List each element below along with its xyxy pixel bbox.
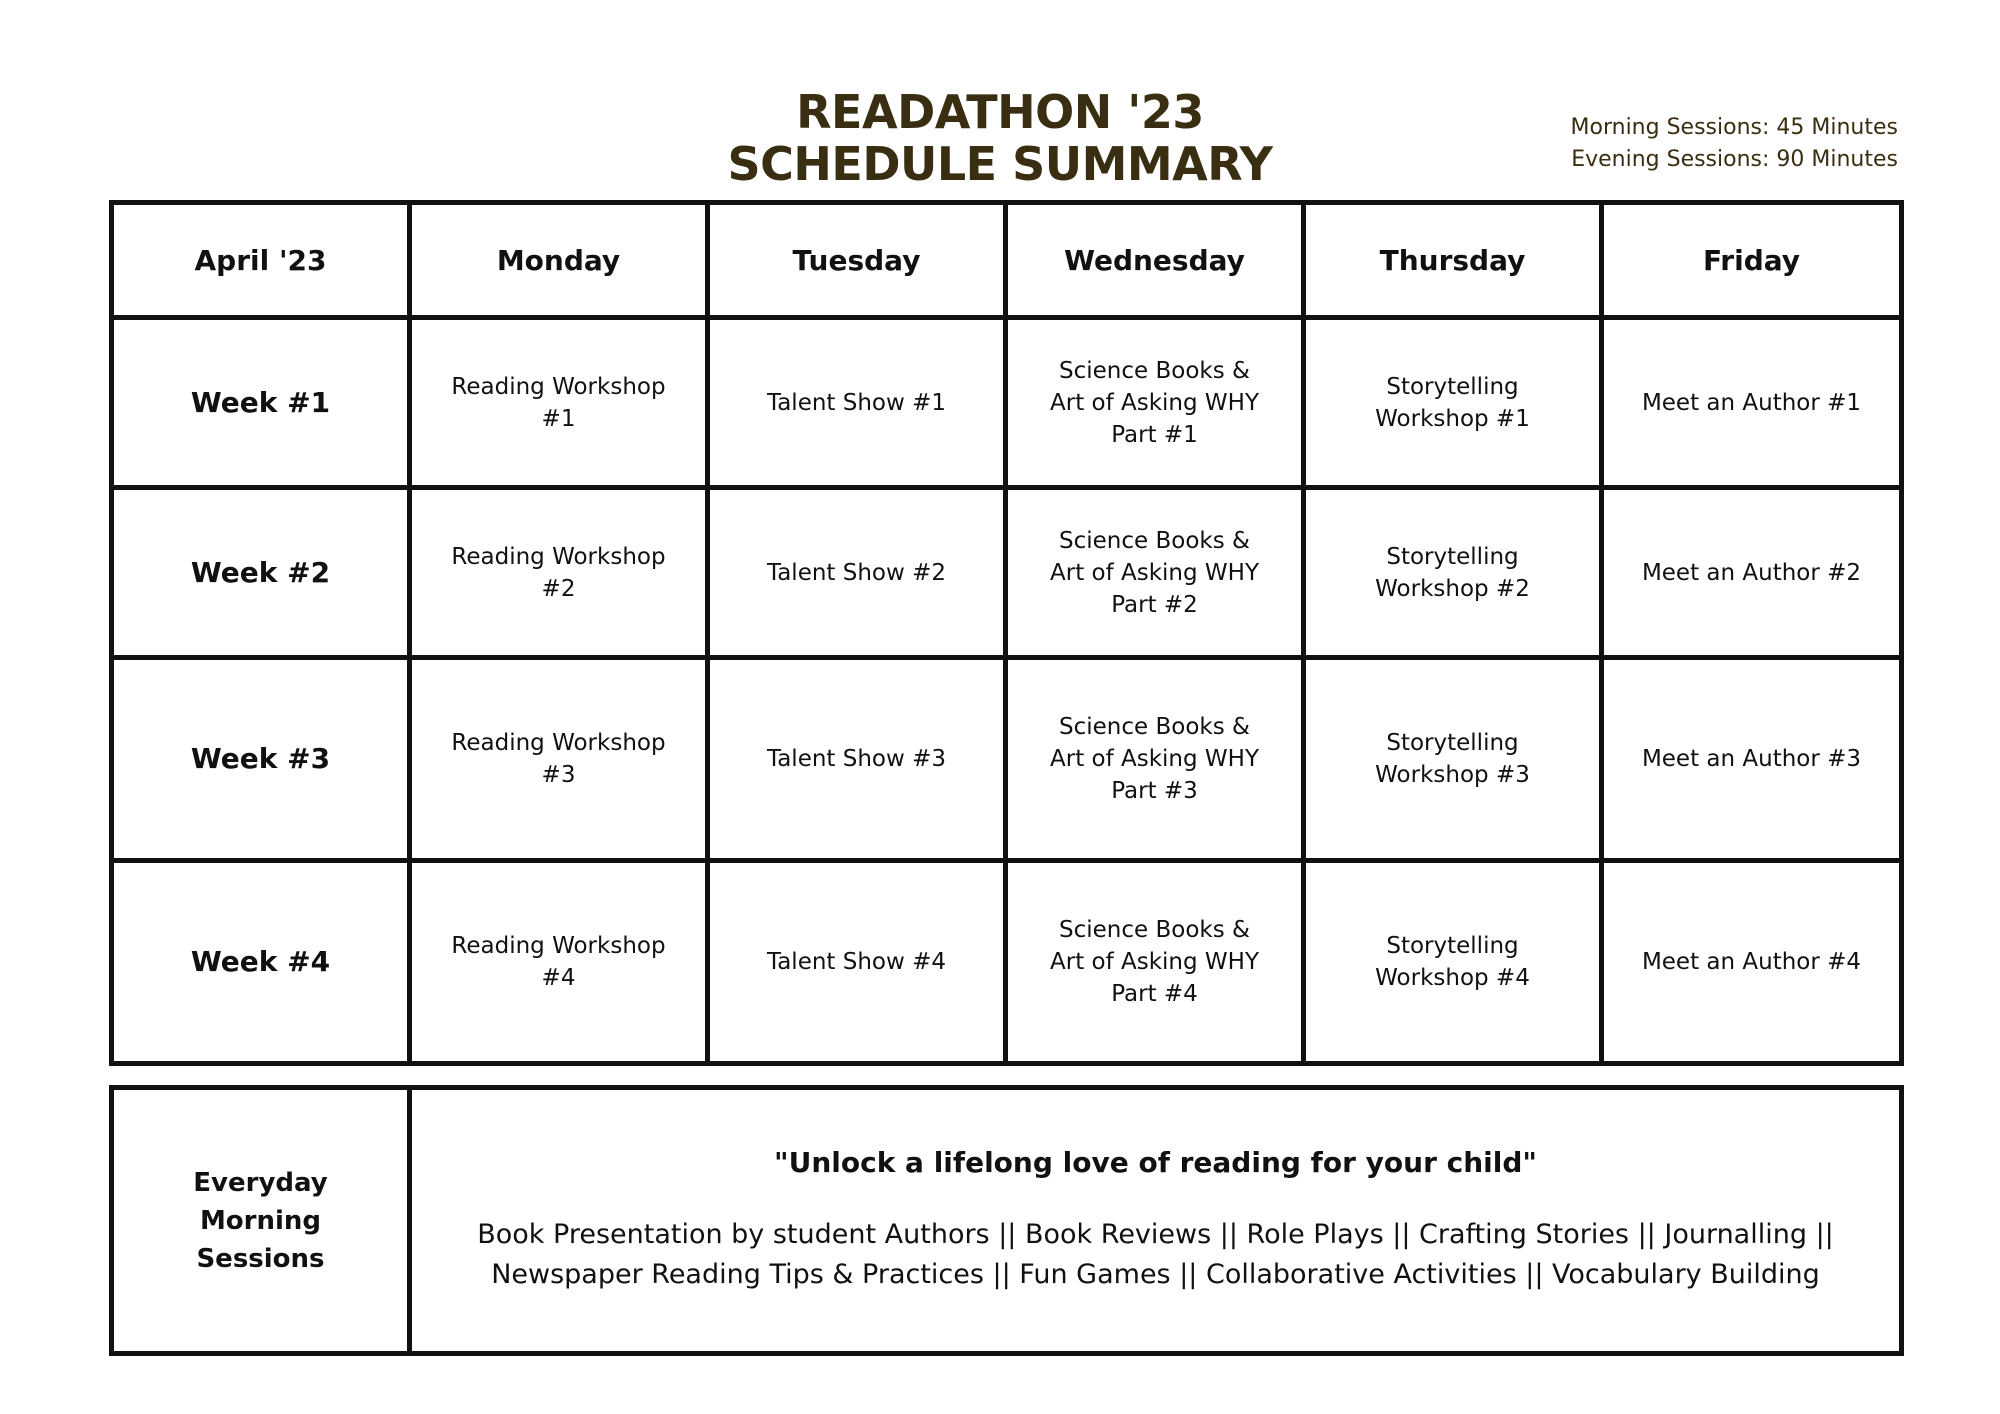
title-line-2: SCHEDULE SUMMARY xyxy=(727,137,1273,191)
session-cell: Talent Show #4 xyxy=(708,861,1006,1064)
session-cell: Meet an Author #2 xyxy=(1602,488,1902,658)
week-row xyxy=(112,318,1902,488)
session-durations xyxy=(1571,112,1898,176)
session-cell: Reading Workshop #2 xyxy=(410,488,708,658)
morning-sessions-content-cell xyxy=(410,1088,1902,1354)
session-cell: Reading Workshop #1 xyxy=(410,318,708,488)
month-header: April '23 xyxy=(112,203,410,318)
session-cell: Talent Show #1 xyxy=(708,318,1006,488)
session-cell: Meet an Author #1 xyxy=(1602,318,1902,488)
schedule-table xyxy=(109,200,1904,1066)
morning-sessions-row xyxy=(112,1088,1902,1354)
day-header-wednesday: Wednesday xyxy=(1006,203,1304,318)
activities-line-1: Book Presentation by student Authors || Book Reviews || Role Plays || Crafting Stories || Journalling || xyxy=(477,1219,1834,1250)
header-row xyxy=(112,203,1902,318)
session-cell: Science Books & Art of Asking WHY Part #3 xyxy=(1006,658,1304,861)
page-title xyxy=(700,86,1300,190)
session-cell: Meet an Author #3 xyxy=(1602,658,1902,861)
session-cell: Storytelling Workshop #3 xyxy=(1304,658,1602,861)
tagline: "Unlock a lifelong love of reading for your child" xyxy=(774,1146,1537,1179)
day-header-friday: Friday xyxy=(1602,203,1902,318)
session-cell: Science Books & Art of Asking WHY Part #2 xyxy=(1006,488,1304,658)
session-cell: Reading Workshop #4 xyxy=(410,861,708,1064)
week-label: Week #2 xyxy=(112,488,410,658)
morning-sessions-label: Everyday Morning Sessions xyxy=(193,1167,328,1274)
activities-line-2: Newspaper Reading Tips & Practices || Fun Games || Collaborative Activities || Vocabulary Building xyxy=(491,1259,1820,1290)
session-cell: Science Books & Art of Asking WHY Part #4 xyxy=(1006,861,1304,1064)
session-cell: Storytelling Workshop #1 xyxy=(1304,318,1602,488)
morning-sessions-label-cell xyxy=(112,1088,410,1354)
morning-duration-note: Morning Sessions: 45 Minutes xyxy=(1570,115,1898,140)
morning-sessions-table xyxy=(109,1085,1904,1356)
session-cell: Meet an Author #4 xyxy=(1602,861,1902,1064)
week-label: Week #1 xyxy=(112,318,410,488)
week-label: Week #3 xyxy=(112,658,410,861)
session-cell: Talent Show #3 xyxy=(708,658,1006,861)
evening-duration-note: Evening Sessions: 90 Minutes xyxy=(1571,147,1898,172)
session-cell: Reading Workshop #3 xyxy=(410,658,708,861)
day-header-thursday: Thursday xyxy=(1304,203,1602,318)
week-row xyxy=(112,658,1902,861)
session-cell: Storytelling Workshop #2 xyxy=(1304,488,1602,658)
session-cell: Storytelling Workshop #4 xyxy=(1304,861,1602,1064)
day-header-monday: Monday xyxy=(410,203,708,318)
session-cell: Talent Show #2 xyxy=(708,488,1006,658)
title-line-1: READATHON '23 xyxy=(796,85,1204,139)
week-label: Week #4 xyxy=(112,861,410,1064)
activities-list xyxy=(413,1215,1898,1295)
week-row xyxy=(112,861,1902,1064)
week-row xyxy=(112,488,1902,658)
session-cell: Science Books & Art of Asking WHY Part #1 xyxy=(1006,318,1304,488)
day-header-tuesday: Tuesday xyxy=(708,203,1006,318)
